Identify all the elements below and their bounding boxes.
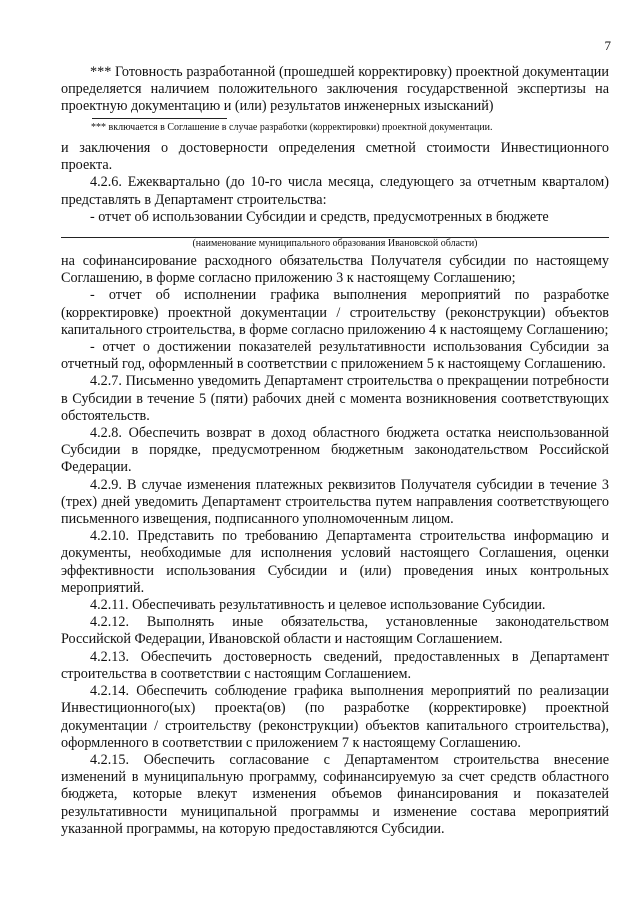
paragraph-4-2-12: 4.2.12. Выполнять иные обязательства, установленные законодательством Российской Федерации, Ивановской области и настоящим Соглашением. xyxy=(61,614,609,648)
footnote-text: *** включается в Соглашение в случае разработки (корректировки) проектной документации. xyxy=(91,122,493,133)
paragraph-4-2-6-item-1-continuation: на софинансирование расходного обязательства Получателя субсидии по настоящему Соглашению, в форме согласно приложению 3 к настоящему Соглашению; xyxy=(61,253,609,287)
main-text-block xyxy=(61,140,609,838)
paragraph-4-2-6: 4.2.6. Ежеквартально (до 10-го числа месяца, следующего за отчетным кварталом) представлять в Департамент строительства: xyxy=(61,174,609,208)
municipality-blank-line xyxy=(61,227,609,238)
paragraph-4-2-6-item-3: - отчет о достижении показателей результативности использования Субсидии за отчетный год, оформленный в соответствии с приложением 5 к настоящему Соглашению. xyxy=(61,339,609,373)
paragraph-4-2-8: 4.2.8. Обеспечить возврат в доход областного бюджета остатка неиспользованной Субсидии в порядке, предусмотренном бюджетным законодательством Российской Федерации. xyxy=(61,425,609,476)
paragraph-continuation: и заключения о достоверности определения сметной стоимости Инвестиционного проекта. xyxy=(61,140,609,174)
paragraph-4-2-10: 4.2.10. Представить по требованию Департамента строительства информацию и документы, необходимые для исполнения условий настоящего Соглашения, оценки эффективности использования Субсидии и (или) проведения иных контрольных мероприятий. xyxy=(61,528,609,596)
paragraph-4-2-9: 4.2.9. В случае изменения платежных реквизитов Получателя субсидии в течение 3 (трех) дней уведомить Департамент строительства путем направления соответствующего письменного извещения, подписанного уполномоченным лицом. xyxy=(61,476,609,528)
footnote xyxy=(61,122,609,134)
paragraph-4-2-7: 4.2.7. Письменно уведомить Департамент строительства о прекращении потребности в Субсидии в течение 5 (пяти) рабочих дней с момента возникновения соответствующих обстоятельств. xyxy=(61,373,609,424)
paragraph-4-2-11: 4.2.11. Обеспечивать результативность и целевое использование Субсидии. xyxy=(90,597,546,614)
paragraph-4-2-14: 4.2.14. Обеспечить соблюдение графика выполнения мероприятий по реализации Инвестиционного(ых) проекта(ов) (по разработке (корректировке) проектной документации / строительству (реконструкции) объектов капитального строительства), оформленного в соответствии с приложением 7 к настоящему Соглашению. xyxy=(61,683,609,751)
footnote-separator xyxy=(92,118,227,119)
paragraph-4-2-13: 4.2.13. Обеспечить достоверность сведений, предоставленных в Департамент строительства в соответствии с настоящим Соглашением. xyxy=(61,648,609,682)
top-paragraph-block xyxy=(61,64,609,116)
municipality-blank-caption: (наименование муниципального образования Ивановской области) xyxy=(192,238,478,250)
readiness-note-paragraph: *** Готовность разработанной (прошедшей корректировку) проектной документации определяется наличием положительного заключения государственной экспертизы на проектную документацию и (или) результатов инженерных изысканий) xyxy=(61,64,609,115)
paragraph-4-2-15: 4.2.15. Обеспечить согласование с Департаментом строительства внесение изменений в муниципальную программу, софинансируемую за счет средств областного бюджета, которые влекут изменения объемов финансирования и показателей результативности муниципальной программы и изменение состава мероприятий указанной программы, на которую предоставляются Субсидии. xyxy=(61,751,609,837)
page-number: 7 xyxy=(604,38,611,53)
paragraph-4-2-6-item-1: - отчет об использовании Субсидии и средств, предусмотренных в бюджете xyxy=(90,208,549,225)
paragraph-4-2-6-item-2: - отчет об исполнении графика выполнения мероприятий по разработке (корректировке) проектной документации / строительству (реконструкции) объектов капитального строительства, в форме согласно приложению 4 к настоящему Соглашению; xyxy=(61,287,609,338)
